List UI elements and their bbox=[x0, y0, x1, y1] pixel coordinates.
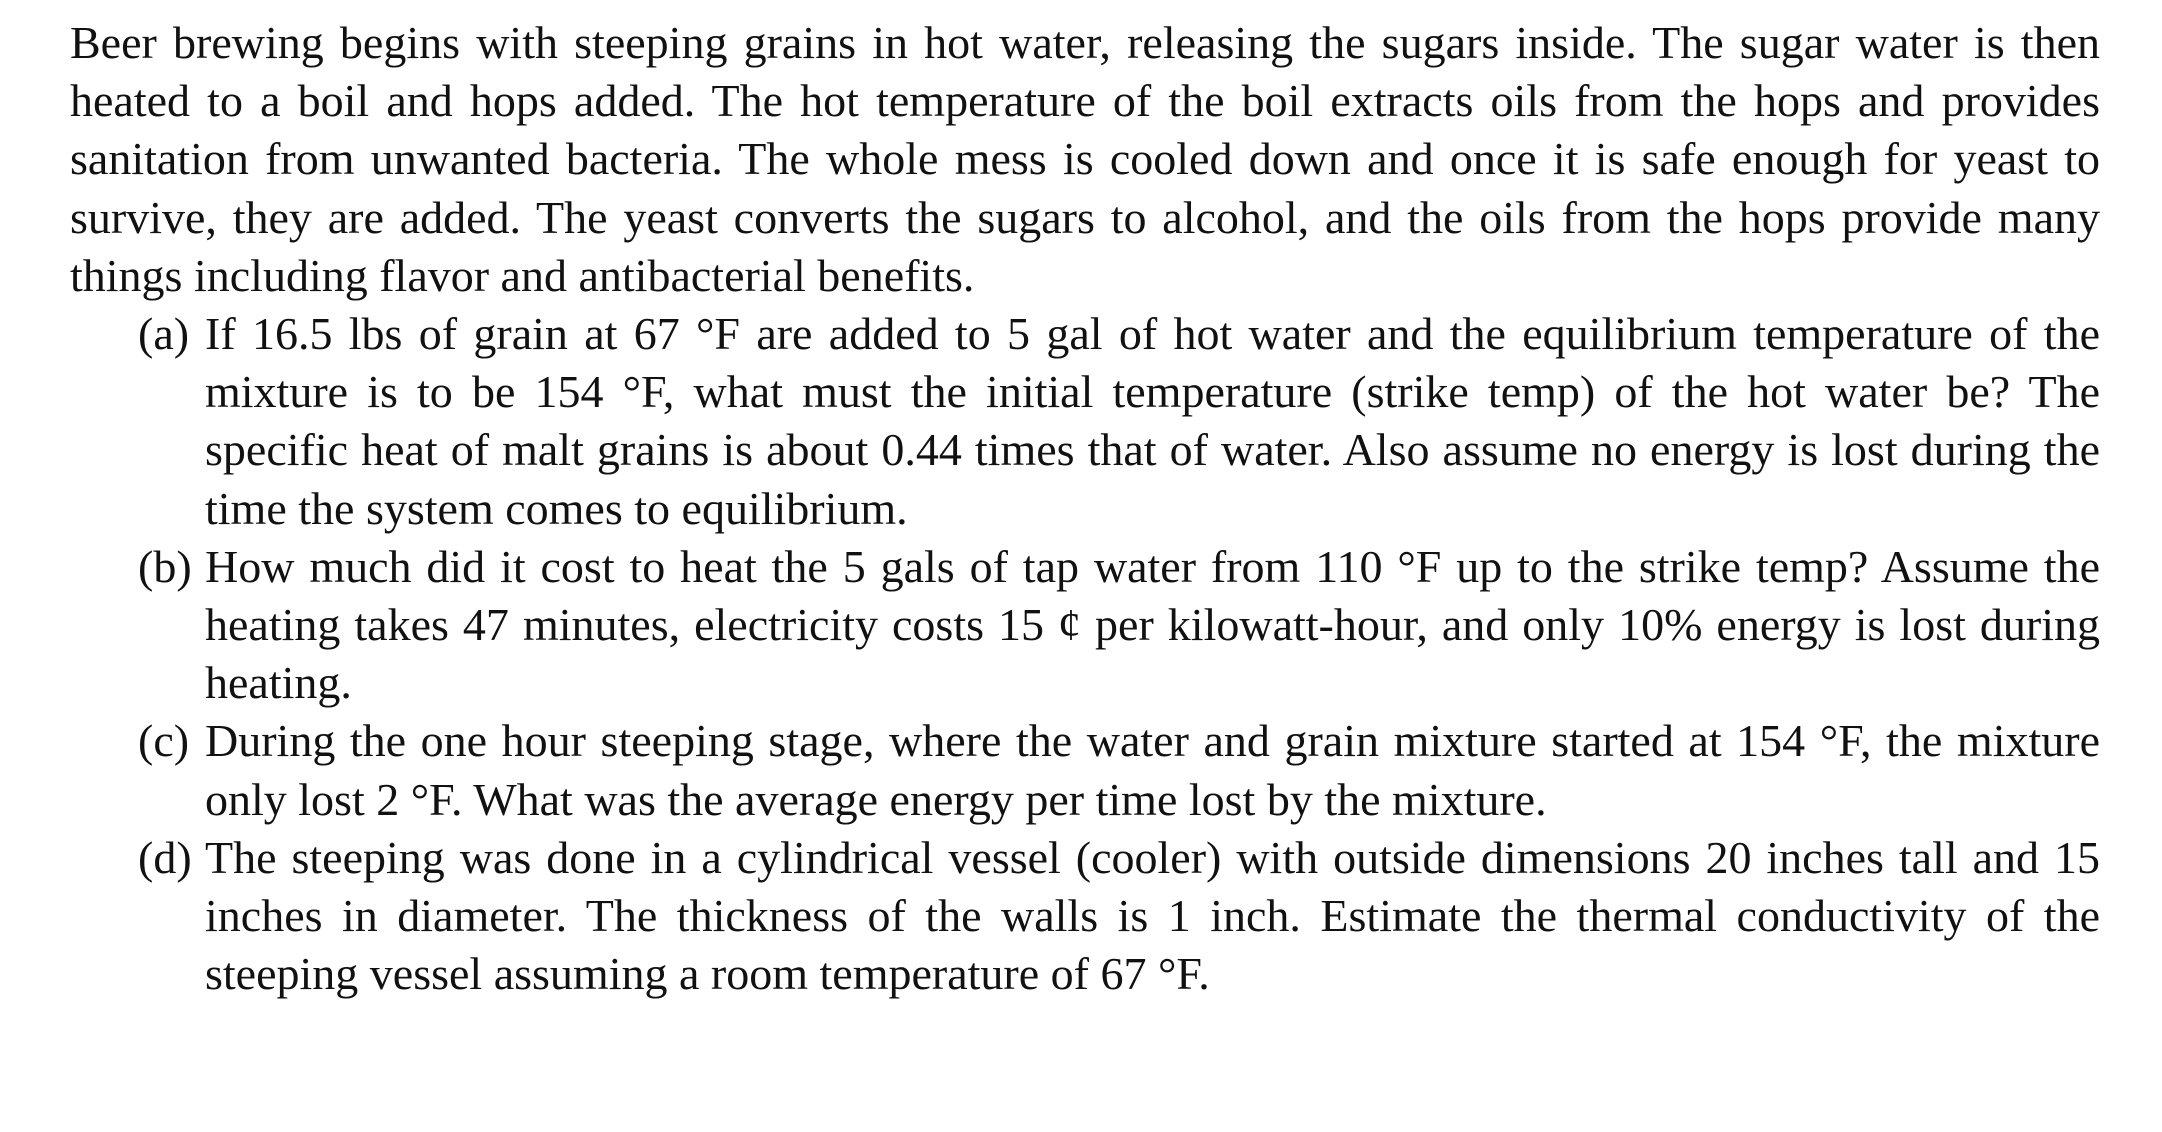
part-label: (b) bbox=[138, 540, 192, 592]
problem-part-d bbox=[70, 829, 2100, 1004]
part-label: (c) bbox=[138, 715, 190, 767]
part-text: How much did it cost to heat the 5 gals of tap water from 110 °F up to the strike temp? Assume the heating takes 47 minutes, electricity costs 15 ¢ per kilowatt-hour, and only 10% energy is lost during heating. bbox=[205, 540, 2100, 709]
problem-part-c bbox=[70, 712, 2100, 828]
part-text: During the one hour steeping stage, where the water and grain mixture started at 154 °F, the mixture only lost 2 °F. What was the average energy per time lost by the mixture. bbox=[205, 715, 2100, 825]
part-label: (a) bbox=[138, 308, 190, 360]
part-text: If 16.5 lbs of grain at 67 °F are added to 5 gal of hot water and the equilibrium temperature of the mixture is to be 154 °F, what must the initial temperature (strike temp) of the hot water be? The specific heat of malt grains is about 0.44 times that of water. Also assume no energy is lost during the time the system comes to equilibrium. bbox=[205, 308, 2100, 534]
part-text: The steeping was done in a cylindrical vessel (cooler) with outside dimensions 20 inches tall and 15 inches in diameter. The thickness of the walls is 1 inch. Estimate the thermal conductivity of the steeping vessel assuming a room temperature of 67 °F. bbox=[205, 831, 2100, 1000]
problem-parts-list bbox=[70, 305, 2100, 1003]
problem-part-a bbox=[70, 305, 2100, 538]
intro-paragraph: Beer brewing begins with steeping grains in hot water, releasing the sugars inside. The sugar water is then heated to a boil and hops added. The hot temperature of the boil extracts oils from the hops and provides sanitation from unwanted bacteria. The whole mess is cooled down and once it is safe enough for yeast to survive, they are added. The yeast converts the sugars to alcohol, and the oils from the hops provide many things including flavor and antibacterial benefits. bbox=[70, 17, 2100, 301]
part-label: (d) bbox=[138, 831, 192, 883]
problem-document bbox=[70, 14, 2100, 1003]
problem-part-b bbox=[70, 538, 2100, 713]
